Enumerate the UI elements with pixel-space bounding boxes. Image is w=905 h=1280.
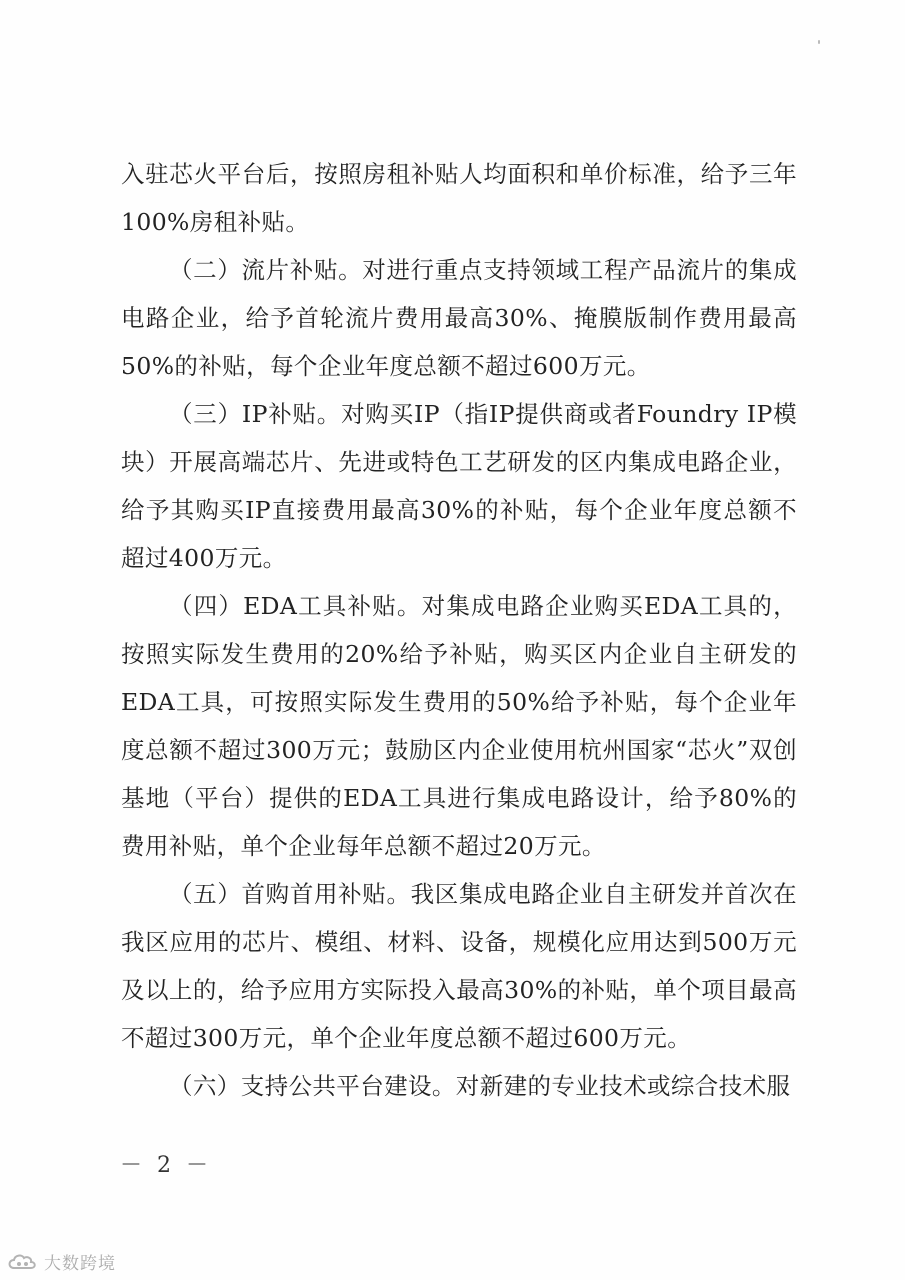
watermark-text: 大数跨境: [44, 1253, 116, 1274]
scan-speck: [818, 40, 820, 44]
document-body: [121, 150, 797, 1110]
paragraph-continuation: 入驻芯火平台后，按照房租补贴人均面积和单价标准，给予三年100%房租补贴。: [121, 160, 797, 236]
paragraph-ip-subsidy: （三）IP补贴。对购买IP（指IP提供商或者Foundry IP模块）开展高端芯片、先进或特色工艺研发的区内集成电路企业，给予其购买IP直接费用最高30%的补贴，每个企业年度总额不超过400万元。: [121, 400, 797, 572]
paragraph-tapeout-subsidy: （二）流片补贴。对进行重点支持领域工程产品流片的集成电路企业，给予首轮流片费用最高30%、掩膜版制作费用最高50%的补贴，每个企业年度总额不超过600万元。: [121, 256, 797, 380]
page-number: － 2 －: [120, 1153, 212, 1178]
paragraph-first-purchase-subsidy: （五）首购首用补贴。我区集成电路企业自主研发并首次在我区应用的芯片、模组、材料、设备，规模化应用达到500万元及以上的，给予应用方实际投入最高30%的补贴，单个项目最高不超过300万元，单个企业年度总额不超过600万元。: [121, 880, 797, 1052]
paragraph-public-platform: （六）支持公共平台建设。对新建的专业技术或综合技术服: [169, 1072, 791, 1100]
cloud-logo-icon: [6, 1250, 40, 1272]
watermark: [6, 1248, 116, 1274]
paragraph-eda-subsidy: （四）EDA工具补贴。对集成电路企业购买EDA工具的，按照实际发生费用的20%给予补贴，购买区内企业自主研发的EDA工具，可按照实际发生费用的50%给予补贴，每个企业年度总额不超过300万元；鼓励区内企业使用杭州国家“芯火”双创基地（平台）提供的EDA工具进行集成电路设计，给予80%的费用补贴，单个企业每年总额不超过20万元。: [121, 592, 797, 860]
